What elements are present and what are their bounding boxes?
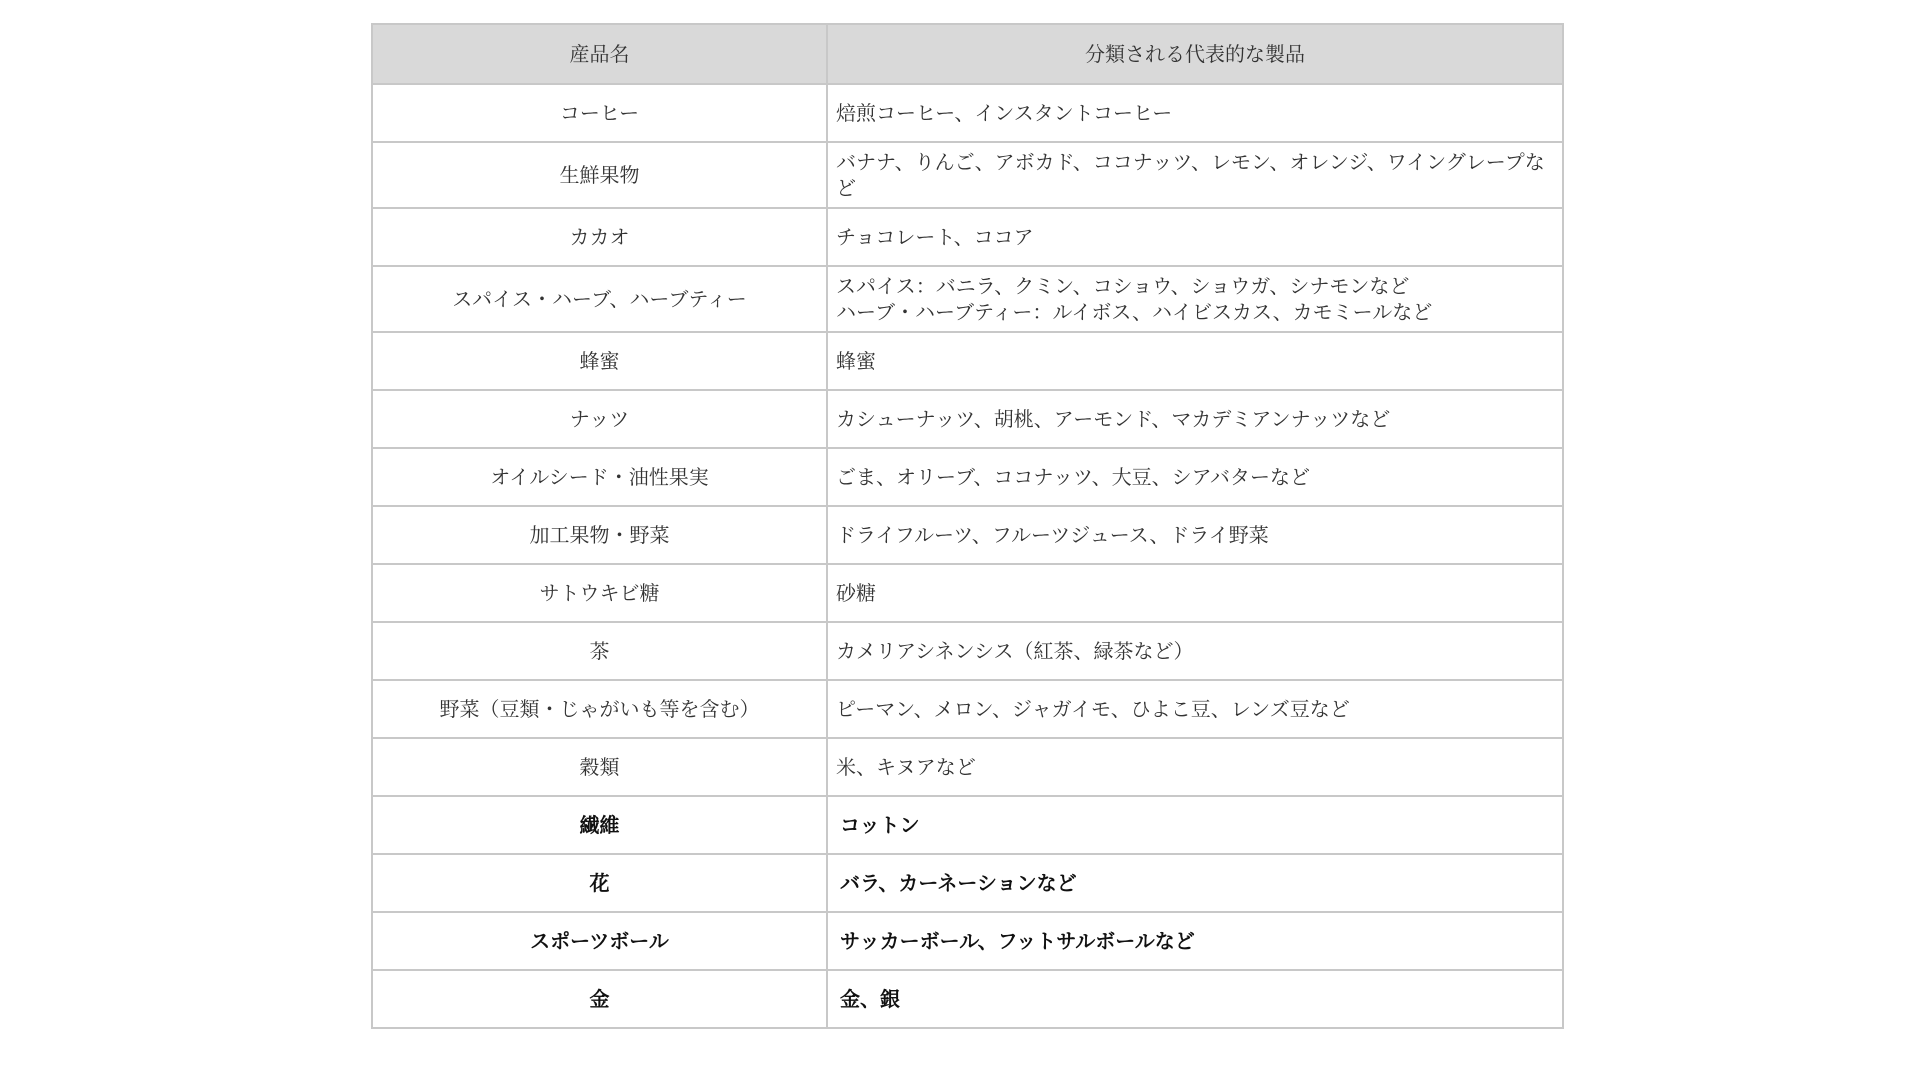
row-product-name: ナッツ bbox=[372, 390, 827, 448]
table-header-row bbox=[372, 24, 1563, 84]
row-product-name: コーヒー bbox=[372, 84, 827, 142]
row-product-name: サトウキビ糖 bbox=[372, 564, 827, 622]
table-row bbox=[372, 854, 1563, 912]
table-row bbox=[372, 390, 1563, 448]
row-products: チョコレート、ココア bbox=[827, 208, 1563, 266]
product-category-table bbox=[371, 23, 1564, 1029]
row-product-name: カカオ bbox=[372, 208, 827, 266]
row-products: ピーマン、メロン、ジャガイモ、ひよこ豆、レンズ豆など bbox=[827, 680, 1563, 738]
header-representative-products: 分類される代表的な製品 bbox=[827, 24, 1563, 84]
row-product-name: 茶 bbox=[372, 622, 827, 680]
table-row bbox=[372, 332, 1563, 390]
row-products: カメリアシネンシス（紅茶、緑茶など） bbox=[827, 622, 1563, 680]
row-products: ドライフルーツ、フルーツジュース、ドライ野菜 bbox=[827, 506, 1563, 564]
row-products: 米、キヌアなど bbox=[827, 738, 1563, 796]
row-products: カシューナッツ、胡桃、アーモンド、マカデミアンナッツなど bbox=[827, 390, 1563, 448]
table-row bbox=[372, 84, 1563, 142]
row-product-name: 蜂蜜 bbox=[372, 332, 827, 390]
row-product-name: オイルシード・油性果実 bbox=[372, 448, 827, 506]
row-product-name: 繊維 bbox=[372, 796, 827, 854]
table-row bbox=[372, 564, 1563, 622]
row-product-name: 穀類 bbox=[372, 738, 827, 796]
row-products: バナナ、りんご、アボカド、ココナッツ、レモン、オレンジ、ワイングレープなど bbox=[827, 142, 1563, 208]
row-product-name: 加工果物・野菜 bbox=[372, 506, 827, 564]
header-product-name: 産品名 bbox=[372, 24, 827, 84]
row-products: 金、銀 bbox=[827, 970, 1563, 1028]
row-products: ごま、オリーブ、ココナッツ、大豆、シアバターなど bbox=[827, 448, 1563, 506]
table-row bbox=[372, 448, 1563, 506]
product-table-container bbox=[371, 23, 1562, 1029]
row-product-name: スポーツボール bbox=[372, 912, 827, 970]
row-products: 砂糖 bbox=[827, 564, 1563, 622]
row-products: スパイス：バニラ、クミン、コショウ、ショウガ、シナモンなど ハーブ・ハーブティー：ルイボス、ハイビスカス、カモミールなど bbox=[827, 266, 1563, 332]
table-row bbox=[372, 680, 1563, 738]
row-product-name: スパイス・ハーブ、ハーブティー bbox=[372, 266, 827, 332]
table-row bbox=[372, 506, 1563, 564]
table-row bbox=[372, 796, 1563, 854]
row-products: サッカーボール、フットサルボールなど bbox=[827, 912, 1563, 970]
row-product-name: 花 bbox=[372, 854, 827, 912]
row-product-name: 野菜（豆類・じゃがいも等を含む） bbox=[372, 680, 827, 738]
table-row bbox=[372, 266, 1563, 332]
row-products: バラ、カーネーションなど bbox=[827, 854, 1563, 912]
table-row bbox=[372, 738, 1563, 796]
row-product-name: 生鮮果物 bbox=[372, 142, 827, 208]
table-row bbox=[372, 912, 1563, 970]
row-products: コットン bbox=[827, 796, 1563, 854]
table-row bbox=[372, 208, 1563, 266]
row-products: 蜂蜜 bbox=[827, 332, 1563, 390]
table-row bbox=[372, 970, 1563, 1028]
table-row bbox=[372, 142, 1563, 208]
row-product-name: 金 bbox=[372, 970, 827, 1028]
table-row bbox=[372, 622, 1563, 680]
row-products: 焙煎コーヒー、インスタントコーヒー bbox=[827, 84, 1563, 142]
